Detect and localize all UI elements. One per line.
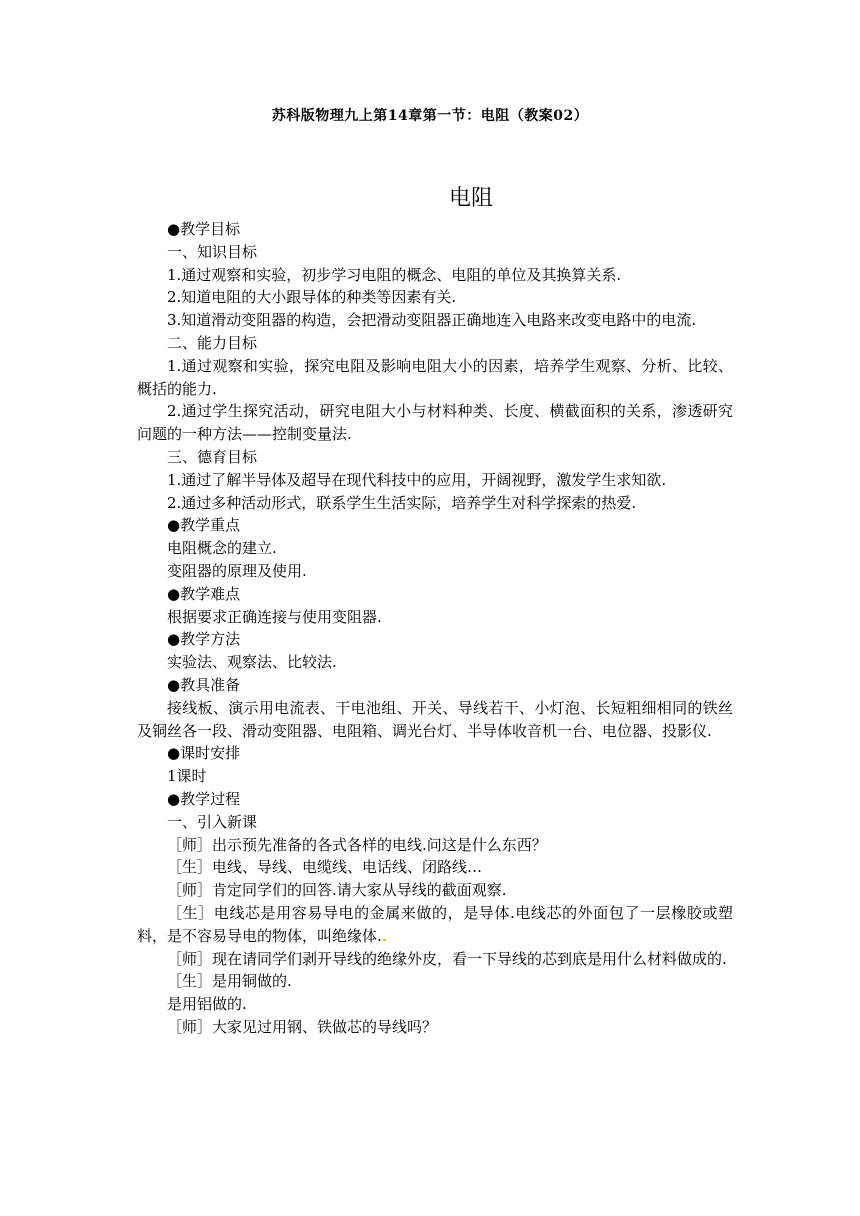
paragraph: ●教学重点 [167, 516, 241, 535]
paragraph: ●课时安排 [167, 744, 241, 763]
paragraph: ［生］电线、导线、电缆线、电话线、闭路线… [167, 858, 483, 877]
text-mark-underline [383, 939, 386, 941]
paragraph: 三、德育目标 [167, 447, 258, 466]
paragraph: ●教学过程 [167, 789, 241, 808]
paragraph: 1.通过观察和实验，探究电阻及影响电阻大小的因素，培养学生观察、分析、比较、概括的能力. [137, 356, 733, 398]
paragraph: 变阻器的原理及使用. [167, 561, 307, 580]
paragraph: 2.通过多种活动形式，联系学生生活实际，培养学生对科学探索的热爱. [167, 493, 637, 512]
paragraph: ［师］肯定同学们的回答.请大家从导线的截面观察. [167, 881, 507, 900]
paragraph: 是用铝做的. [167, 995, 247, 1014]
paragraph: 2.知道电阻的大小跟导体的种类等因素有关. [167, 288, 457, 307]
paragraph: 2.通过学生探究活动，研究电阻大小与材料种类、长度、横截面积的关系，渗透研究问题的一种方法——控制变量法. [137, 402, 733, 444]
paragraph: ［师］大家见过用钢、铁做芯的导线吗？ [167, 1017, 438, 1036]
paragraph-with-mark [137, 902, 733, 948]
document-body [137, 218, 733, 1039]
document-title: 电阻 [448, 186, 493, 211]
paragraph: ［师］出示预先准备的各式各样的电线.问这是什么东西？ [167, 835, 547, 854]
paragraph: 1课时 [167, 767, 207, 786]
paragraph: ●教学目标 [167, 220, 241, 238]
paragraph: ●教具准备 [167, 675, 241, 694]
paragraph: 根据要求正确连接与使用变阻器. [167, 607, 382, 626]
paragraph: 一、知识目标 [167, 242, 258, 261]
paragraph-text: ［生］电线芯是用容易导电的金属来做的，是导体.电线芯的外面包了一层橡胶或塑料，是不容易导电的物体，叫绝缘体. [137, 903, 733, 945]
paragraph: 1.通过了解半导体及超导在现代科技中的应用，开阔视野，激发学生求知欲. [167, 470, 667, 489]
paragraph: ［生］是用铜做的. [167, 972, 292, 991]
paragraph: 1.通过观察和实验，初步学习电阻的概念、电阻的单位及其换算关系. [167, 265, 622, 284]
paragraph: 二、能力目标 [167, 333, 258, 352]
paragraph: 实验法、观察法、比较法. [167, 653, 337, 672]
document-header: 苏科版物理九上第14章第一节：电阻（教案02） [271, 108, 589, 124]
paragraph: 接线板、演示用电流表、干电池组、开关、导线若干、小灯泡、长短粗细相同的铁丝及铜丝各一段、滑动变阻器、电阻箱、调光台灯、半导体收音机一台、电位器、投影仪. [137, 698, 733, 740]
paragraph: 一、引入新课 [167, 812, 258, 831]
paragraph: ●教学方法 [167, 630, 241, 649]
paragraph: ●教学难点 [167, 584, 241, 603]
paragraph: 3.知道滑动变阻器的构造，会把滑动变阻器正确地连入电路来改变电路中的电流. [167, 311, 697, 330]
paragraph: 电阻概念的建立. [167, 539, 277, 558]
paragraph: ［师］现在请同学们剥开导线的绝缘外皮，看一下导线的芯到底是用什么材料做成的. [167, 949, 727, 968]
